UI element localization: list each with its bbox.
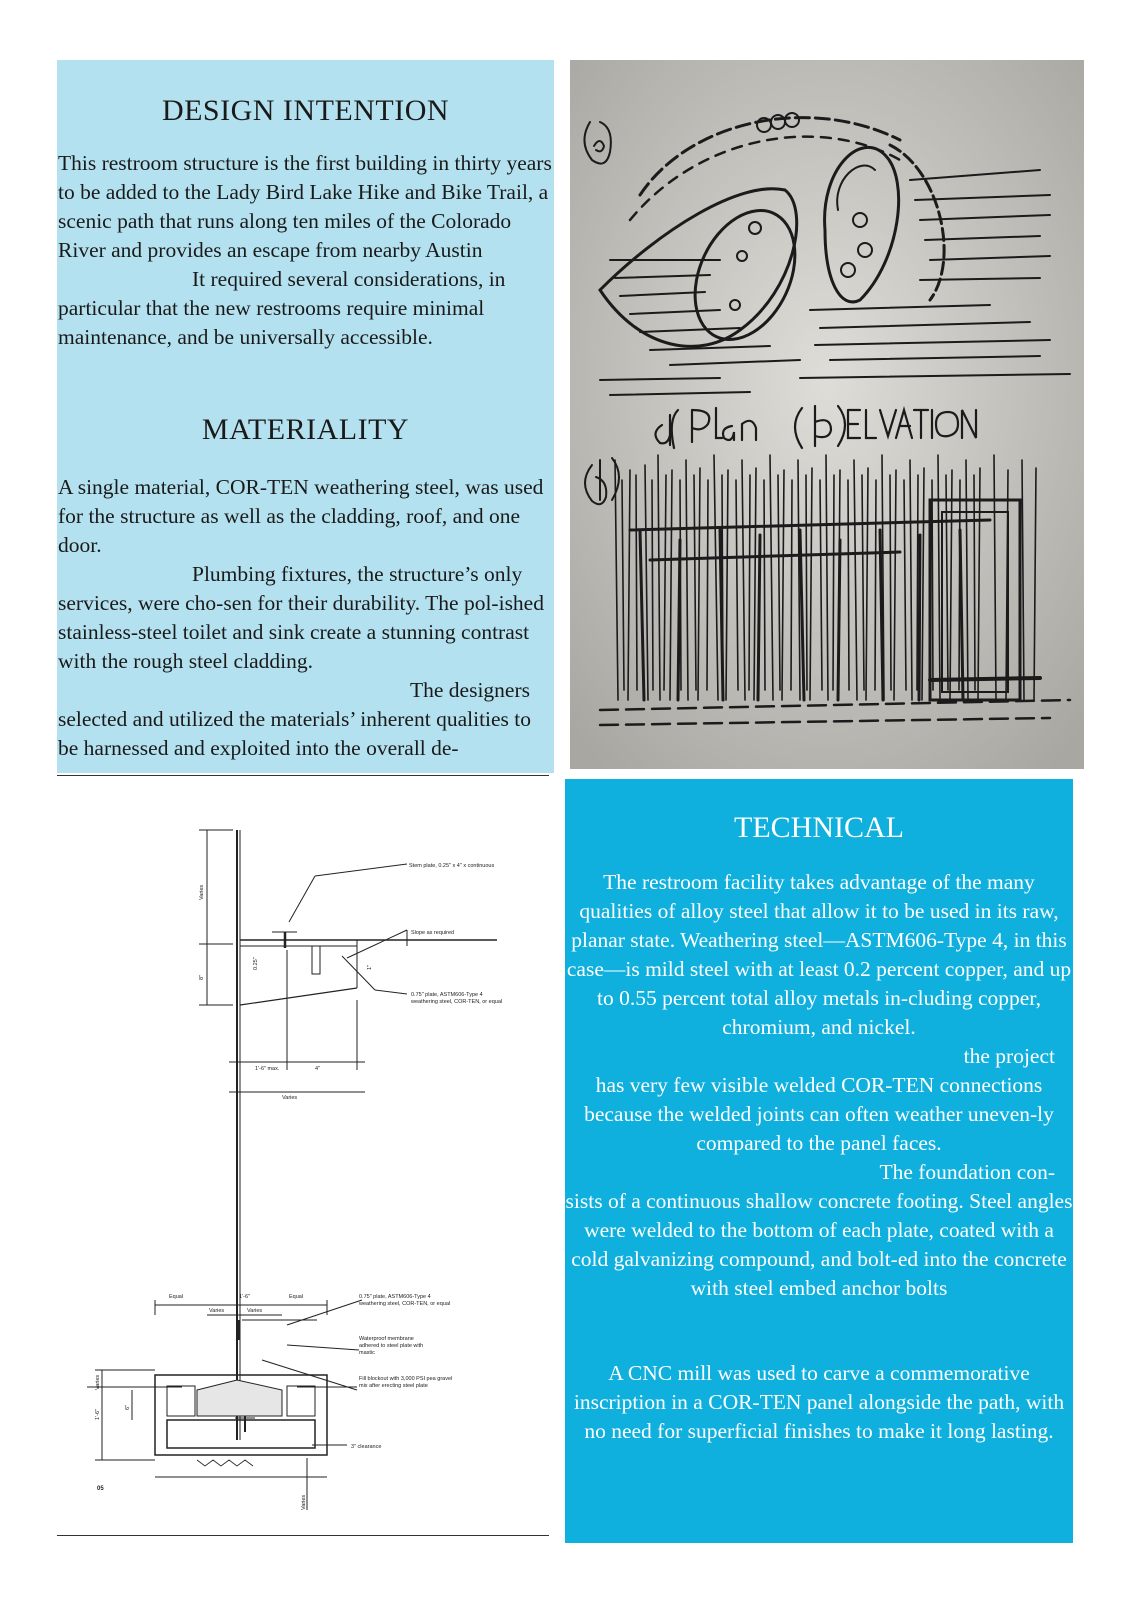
vert-1in: 1" <box>367 964 373 970</box>
note-membrane-3: mastic <box>359 1350 375 1356</box>
vert-6in: 6" <box>125 1404 131 1410</box>
dim-equal-1: Equal <box>169 1294 184 1300</box>
vert-8in: 8" <box>199 974 205 980</box>
vert-varies-3: Varies <box>301 1494 307 1510</box>
dim-max: 1'-6" max. <box>255 1066 280 1072</box>
materiality-paragraph-3b: selected and utilized the materials’ inherent qualities to be harnessed and exploited into the overall de- <box>58 707 532 760</box>
technical-paragraph-1: The restroom facility takes advantage of the many qualities of alloy steel that allow it to be used in its raw, planar state. Weathering steel—ASTM606-Type 4, in this case—is mild steel with at least 0.2 percent copper, and up to 0.55 percent total alloy metals in-cluding copper, chromium, and nickel. <box>566 870 1072 1039</box>
dim-4in: 4" <box>315 1066 321 1072</box>
note-plate: 0.75" plate, ASTM606-Type 4 <box>411 992 483 998</box>
technical-panel <box>565 779 1073 1543</box>
dim-varies: Varies <box>282 1095 298 1101</box>
design-intention-text <box>58 149 554 352</box>
technical-paragraph-2b: has very few visible welded COR-TEN connections because the welded joints can often weather uneven-ly compared to the panel faces. <box>584 1073 1054 1155</box>
sketch-drawing <box>570 60 1084 769</box>
technical-heading: TECHNICAL <box>734 811 904 844</box>
design-paragraph-2: It required several considerations, in particular that the new restrooms require minimal maintenance, and be universally accessible. <box>58 267 506 349</box>
design-panel <box>57 60 554 773</box>
technical-paragraph-4: A CNC mill was used to carve a commemorative inscription in a COR-TEN panel alongside the path, with no need for superficial finishes to make it long lasting. <box>573 1361 1065 1443</box>
design-intention-heading: DESIGN INTENTION <box>161 94 450 127</box>
vert-025: 0.25" <box>253 957 259 970</box>
dim-varies-3: Varies <box>247 1308 263 1314</box>
vert-1-6: 1'-6" <box>95 1409 101 1420</box>
technical-section-drawing <box>57 800 549 1530</box>
materiality-paragraph-3a: The designers <box>410 678 531 702</box>
note-fill-2: mix after erecting steel plate <box>359 1383 428 1389</box>
hand-sketch-image <box>570 60 1084 769</box>
note-fill: Fill blockout with 3,000 PSI pea gravel <box>359 1376 453 1382</box>
divider-top <box>57 775 549 776</box>
technical-paragraph-3a: The foundation con- <box>879 1160 1055 1184</box>
dim-equal-2: Equal <box>289 1294 304 1300</box>
materiality-paragraph-1: A single material, COR-TEN weathering steel, was used for the structure as well as the cladding, roof, and one door. <box>58 475 544 557</box>
section-svg <box>57 800 549 1530</box>
materiality-paragraph-2: Plumbing fixtures, the structure’s only services, were cho-sen for their durability. The pol-ished stainless-steel toilet and sink create a stunning contrast with the rough steel cladding. <box>58 562 544 673</box>
materiality-heading: MATERIALITY <box>201 413 410 446</box>
note-plate-b: 0.75" plate, ASTM606-Type 4 <box>359 1294 431 1300</box>
vert-varies: Varies <box>199 884 205 900</box>
note-plate-b-2: weathering steel, COR-TEN, or equal <box>359 1301 451 1307</box>
note-stem-plate: Stem plate, 0.25" x 4" x continuous <box>409 863 495 869</box>
dim-1-6: 1'-6" <box>239 1294 250 1300</box>
design-paragraph-1: This restroom structure is the first building in thirty years to be added to the Lady Bird Lake Hike and Bike Trail, a scenic path that runs along ten miles of the Colorado River and provides an escape from nearby Austin <box>58 151 552 262</box>
divider-bottom <box>57 1535 549 1536</box>
technical-paragraph-3b: sists of a continuous shallow concrete footing. Steel angles were welded to the bottom of each plate, coated with a cold galvanizing compound, and bolt-ed into the concrete with steel embed anchor bolts <box>565 1189 1073 1300</box>
note-clearance: 3" clearance <box>351 1444 382 1450</box>
technical-text <box>565 868 1073 1303</box>
note-membrane: Waterproof membrane <box>359 1336 414 1342</box>
vert-varies-2: Varies <box>95 1374 101 1390</box>
note-membrane-2: adhered to steel plate with <box>359 1343 424 1349</box>
note-plate-2: weathering steel, COR-TEN, or equal <box>411 999 503 1005</box>
dim-varies-2: Varies <box>209 1308 225 1314</box>
page-number: 05 <box>97 1486 104 1492</box>
note-slope: Slope as required <box>411 930 455 936</box>
materiality-text <box>58 473 554 763</box>
technical-paragraph-2a: the project <box>963 1044 1055 1068</box>
